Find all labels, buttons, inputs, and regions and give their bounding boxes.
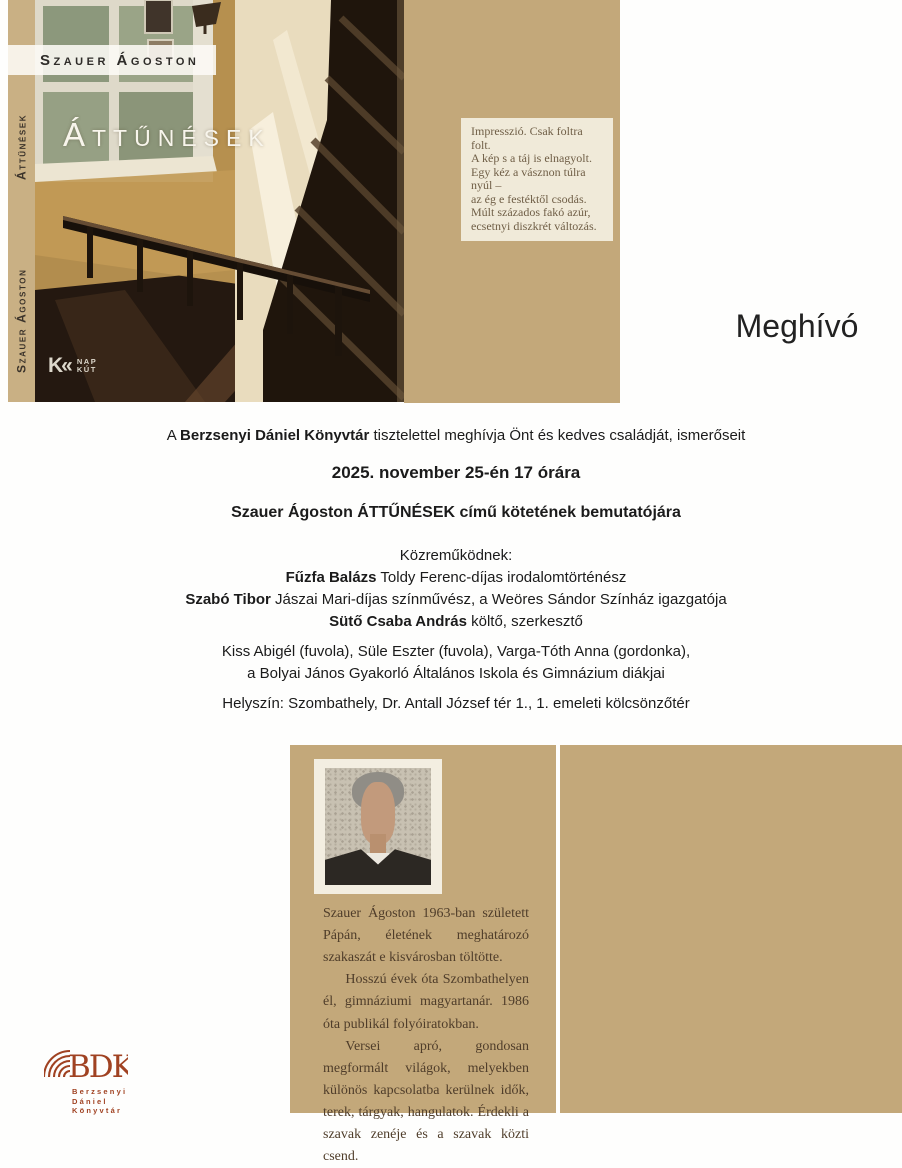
author-portrait-frame <box>314 759 442 894</box>
invitation-heading: Meghívó <box>735 308 859 344</box>
contributor-line <box>10 569 902 586</box>
cover-flap-panel <box>404 0 620 403</box>
intro-prefix: A <box>166 427 181 444</box>
back-panel <box>560 745 902 1113</box>
poem-line: az ég e festéktől csodás. <box>471 191 587 206</box>
library-name: Berzsenyi Dániel Könyvtár <box>180 427 370 444</box>
intro-suffix: tisztelettel meghívja Önt és kedves családját, ismerőseit <box>369 427 746 444</box>
publisher-name-line1: NAP <box>76 356 98 366</box>
poem-line: Egy kéz a vásznon túlra nyúl – <box>471 164 586 192</box>
publisher-name <box>77 358 97 375</box>
cover-author-name: Szauer Ágoston <box>40 51 200 69</box>
poem-line: ecsetnyi diszkrét változás. <box>471 218 597 233</box>
musicians-line-1: Kiss Abigél (fuvola), Süle Eszter (fuvola), Varga-Tóth Anna (gordonka), <box>221 643 691 660</box>
contributor-name: Sütő Csaba András <box>329 613 467 630</box>
library-logo <box>44 1046 154 1116</box>
event-title-line <box>10 504 902 522</box>
bio-paragraph: Szauer Ágoston 1963-ban született Pápán, életének meghatározó szakaszát e kisvárosban töltötte. <box>323 906 529 966</box>
library-name-line: Berzsenyi <box>72 1087 128 1096</box>
cover-author-band <box>8 45 216 75</box>
contributor-role: Jászai Mari-díjas színművész, a Weöres Sándor Színház igazgatója <box>270 591 727 608</box>
musicians-line-2: a Bolyai János Gyakorló Általános Iskola és Gimnázium diákjai <box>247 665 665 682</box>
contributor-line <box>10 613 902 630</box>
author-portrait <box>325 768 431 885</box>
bio-paragraph: Hosszú évek óta Szombathelyen él, gimnáziumi magyartanár. 1986 óta publikál folyóiratokban. <box>323 972 529 1032</box>
event-datetime: 2025. november 25-én 17 órára <box>331 463 581 482</box>
poem-line: Impresszió. Csak foltra folt. <box>471 124 583 152</box>
event-author-title: Szauer Ágoston ÁTTŰNÉSEK <box>231 504 456 521</box>
invitation-intro-line <box>10 427 902 444</box>
book-cover <box>8 0 404 402</box>
contributor-name: Fűzfa Balázs <box>285 569 377 586</box>
bio-panel <box>290 745 556 1165</box>
publisher-logo <box>48 356 97 376</box>
contributor-line <box>10 591 902 608</box>
poem-line: Múlt százados fakó azúr, <box>471 205 591 219</box>
author-bio <box>323 903 529 1168</box>
napkut-mark-icon: K« <box>48 354 71 377</box>
contributors-heading: Közreműködnek: <box>399 547 513 564</box>
spine-author-text: Szauer Ágoston <box>14 268 29 374</box>
contributor-name: Szabó Tibor <box>185 591 271 608</box>
bdk-logo-icon <box>44 1046 128 1080</box>
venue-line: Helyszín: Szombathely, Dr. Antall József tér 1., 1. emeleti kölcsönzőtér <box>222 695 690 712</box>
poem-box <box>461 118 613 241</box>
cover-title: Áttűnések <box>63 116 271 153</box>
contributor-role: Toldy Ferenc-díjas irodalomtörténész <box>376 569 627 586</box>
library-name-line: Dániel <box>72 1096 108 1106</box>
publisher-name-line2: KÚT <box>76 365 97 374</box>
library-name-lines <box>72 1087 154 1116</box>
contributor-role: költő, szerkesztő <box>466 613 583 630</box>
library-name-line: Könyvtár <box>72 1106 123 1115</box>
event-rest: című kötetének bemutatójára <box>455 504 681 521</box>
spine-title-text: Áttűnések <box>14 113 29 181</box>
poem-line: A kép s a táj is elnagyolt. <box>471 151 592 165</box>
bdk-acronym: BDK <box>68 1049 128 1080</box>
bio-paragraph: Versei apró, gondosan megformált világok, melyekben különös kapcsolatba kerülnek idők, terek, tárgyak, hangulatok. Érdekli a szavak zenéje és a szavak közti csend. <box>323 1038 529 1165</box>
